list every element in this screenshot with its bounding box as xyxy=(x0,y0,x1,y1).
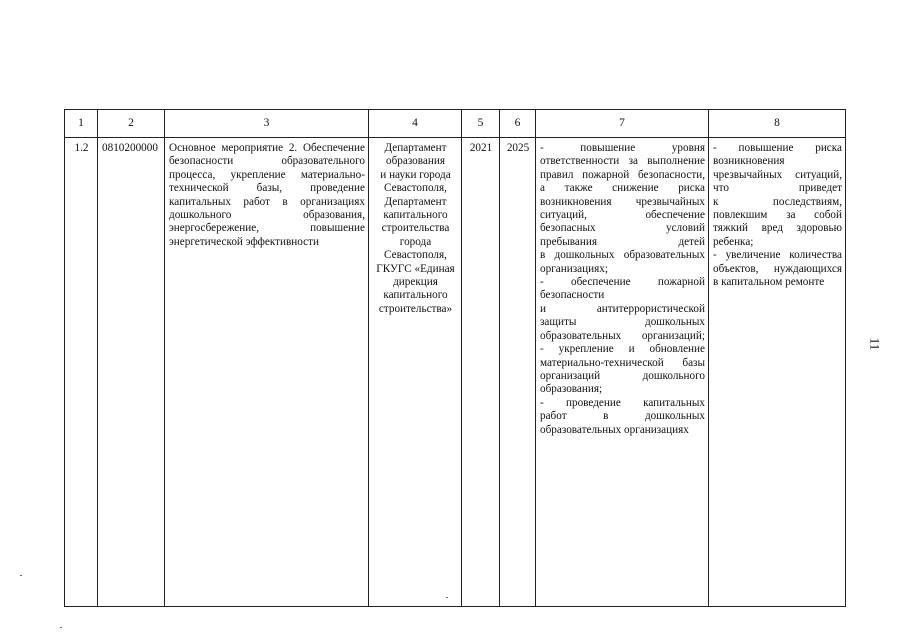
page-number: 11 xyxy=(867,337,883,351)
text-line: безопасности xyxy=(540,289,605,302)
text-line: пребывания детей xyxy=(540,235,705,248)
header-cell-3: 3 xyxy=(165,110,369,138)
executor-cell xyxy=(369,138,462,607)
row-number-cell xyxy=(65,138,98,607)
text-line: и науки города xyxy=(380,168,451,181)
text-line: организациях; xyxy=(540,262,608,275)
text-line: Севастополя, xyxy=(384,182,447,195)
text-line: чрезвычайных ситуаций, xyxy=(713,168,842,181)
results-text xyxy=(536,138,708,437)
text-line: ГКУГС «Единая xyxy=(376,262,455,275)
text-line: - повышение уровня xyxy=(540,142,705,154)
table-row xyxy=(65,138,846,607)
header-cell-1: 1 xyxy=(65,110,98,138)
text-line: повлекшим за собой xyxy=(713,209,842,222)
text-line: работ в дошкольных xyxy=(540,410,705,423)
text-line: - укрепление и обновление xyxy=(540,343,705,356)
text-line: в капитальном ремонте xyxy=(713,276,825,289)
text-line: объектов, нуждающихся xyxy=(713,262,842,275)
text-line: образовательных организаций; xyxy=(540,329,705,342)
consequences-text xyxy=(709,138,845,289)
header-cell-7: 7 xyxy=(536,110,709,138)
text-line: капитальных работ в организациях xyxy=(169,195,365,208)
header-cell-2: 2 xyxy=(98,110,165,138)
text-line: Департамент xyxy=(384,142,447,154)
start-year: 2021 xyxy=(469,142,493,154)
activity-text xyxy=(165,138,368,249)
text-line: строительства xyxy=(381,222,450,235)
text-line: технической базы, проведение xyxy=(169,182,365,195)
text-line: возникновения чрезвычайных xyxy=(540,195,705,208)
text-line: ребенка; xyxy=(713,235,754,248)
text-line: правил пожарной безопасности, xyxy=(540,168,705,181)
text-line: энергосбережение, повышение xyxy=(169,222,365,235)
text-line: - проведение капитальных xyxy=(540,396,705,409)
header-cell-5: 5 xyxy=(462,110,500,138)
scan-speck xyxy=(20,575,22,576)
text-line: в дошкольных образовательных xyxy=(540,249,705,262)
header-cell-6: 6 xyxy=(500,110,536,138)
text-line: города xyxy=(399,235,432,248)
text-line: к последствиям, xyxy=(713,195,842,208)
text-line: Основное мероприятие 2. Обеспечение xyxy=(169,142,365,154)
text-line: - увеличение количества xyxy=(713,249,842,262)
text-line: ответственности за выполнение xyxy=(540,155,705,168)
text-line: и антитеррористической xyxy=(540,302,705,315)
text-line: защиты дошкольных xyxy=(540,316,705,329)
text-line: безопасных условий xyxy=(540,222,705,235)
results-cell xyxy=(536,138,709,607)
budget-code: 0810200000 xyxy=(102,142,158,154)
consequences-cell xyxy=(709,138,846,607)
text-line: процесса, укрепление материально- xyxy=(169,168,365,181)
text-line: дошкольного образования, xyxy=(169,209,365,222)
activity-cell xyxy=(165,138,369,607)
text-line: а также снижение риска xyxy=(540,182,705,195)
text-line: дирекция xyxy=(393,276,438,289)
text-line: - повышение риска xyxy=(713,142,842,154)
text-line: тяжкий вред здоровью xyxy=(713,222,842,235)
text-line: образования; xyxy=(540,383,603,396)
text-line: что приведет xyxy=(713,182,842,195)
text-line: образовательных организациях xyxy=(540,423,689,436)
text-line: энергетической эффективности xyxy=(169,235,319,248)
text-line: капитального xyxy=(383,289,448,302)
row-number: 1.2 xyxy=(74,142,89,154)
text-line: ситуаций, обеспечение xyxy=(540,209,705,222)
program-table xyxy=(64,109,846,607)
text-line: образования xyxy=(385,155,445,168)
text-line: возникновения xyxy=(713,155,785,168)
end-year-cell xyxy=(500,138,536,607)
header-row xyxy=(65,110,846,138)
scan-speck xyxy=(446,597,448,598)
text-line: безопасности образовательного xyxy=(169,155,365,168)
text-line: строительства» xyxy=(378,302,453,315)
text-line: организаций дошкольного xyxy=(540,369,705,382)
header-cell-4: 4 xyxy=(369,110,462,138)
text-line: - обеспечение пожарной xyxy=(540,276,705,289)
executor-text xyxy=(369,138,461,316)
header-cell-8: 8 xyxy=(709,110,846,138)
scan-speck xyxy=(60,627,62,628)
code-cell xyxy=(98,138,165,607)
text-line: Севастополя, xyxy=(384,249,447,262)
text-line: Департамент xyxy=(384,195,447,208)
end-year: 2025 xyxy=(506,142,530,154)
start-year-cell xyxy=(462,138,500,607)
text-line: капитального xyxy=(383,209,448,222)
text-line: материально-технической базы xyxy=(540,356,705,369)
